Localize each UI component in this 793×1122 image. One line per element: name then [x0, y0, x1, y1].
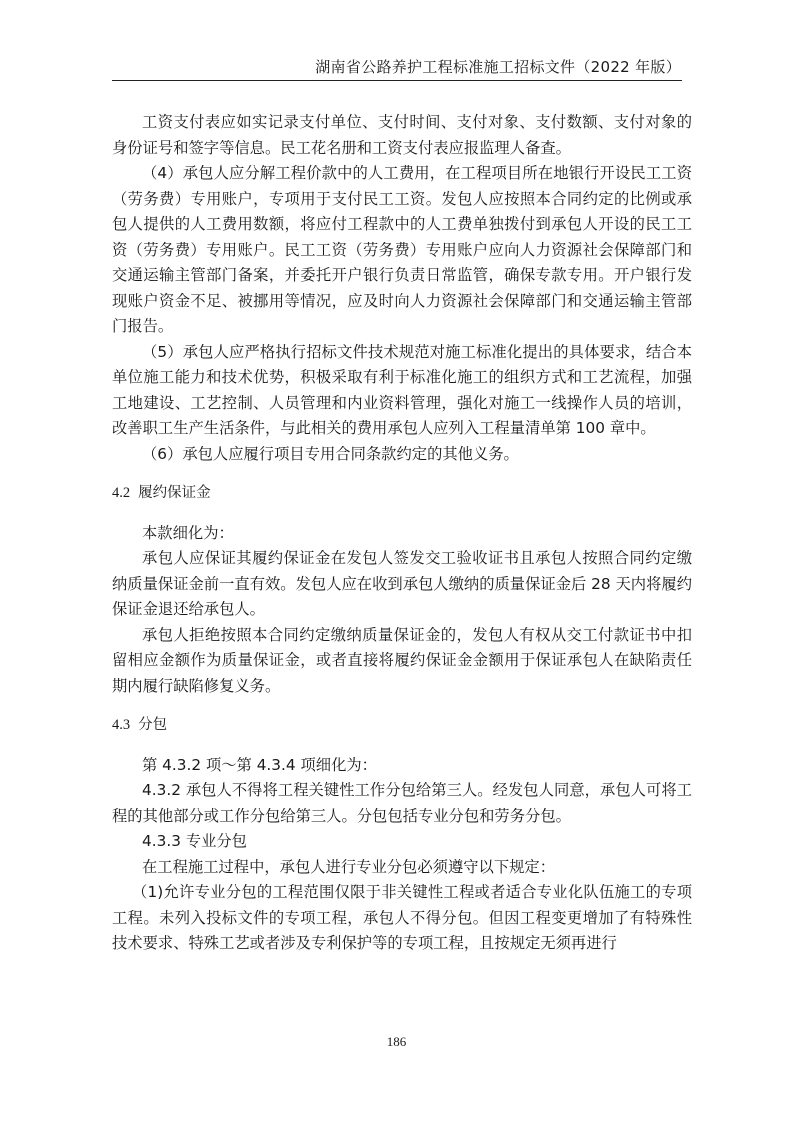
page-number: 186	[386, 1034, 407, 1049]
section-number: 4.2	[112, 485, 131, 501]
paragraph: 承包人拒绝按照本合同约定缴纳质量保证金的，发包人有权从交工付款证书中扣留相应金额作为质量保证金，或者直接将履约保证金金额用于保证承包人在缺陷责任期内履行缺陷修复义务。	[112, 625, 692, 695]
paragraph: （6）承包人应履行项目专用合同条款约定的其他义务。	[142, 444, 519, 463]
paragraph: 本款细化为：	[142, 523, 234, 542]
header-rule	[112, 80, 682, 81]
body-text	[112, 110, 692, 957]
paragraph: 第 4.3.2 项～第 4.3.4 项细化为：	[142, 755, 377, 774]
paragraph: 工资支付表应如实记录支付单位、支付时间、支付对象、支付数额、支付对象的身份证号和签字等信息。民工花名册和工资支付表应报监理人备查。	[112, 113, 692, 157]
section-heading-4-2	[112, 481, 692, 507]
paragraph: （5）承包人应严格执行招标文件技术规范对施工标准化提出的具体要求，结合本单位施工能力和技术优势，积极采取有利于标准化施工的组织方式和工艺流程，加强工地建设、工艺控制、人员管理和内业资料管理，强化对施工一线操作人员的培训，改善职工生产生活条件，与此相关的费用承包人应列入工程量清单第 100 章中。	[112, 342, 692, 437]
section-number: 4.3	[112, 717, 131, 733]
section-title: 履约保证金	[138, 485, 211, 501]
paragraph: 在工程施工过程中，承包人进行专业分包必须遵守以下规定：	[142, 857, 556, 876]
paragraph: 4.3.2 承包人不得将工程关键性工作分包给第三人。经发包人同意，承包人可将工程的其他部分或工作分包给第三人。分包包括专业分包和劳务分包。	[112, 781, 692, 825]
section-heading-4-3	[112, 713, 692, 739]
section-title: 分包	[138, 717, 168, 733]
paragraph: （4）承包人应分解工程价款中的人工费用，在工程项目所在地银行开设民工工资（劳务费）专用账户，专项用于支付民工工资。发包人应按照本合同约定的比例或承包人提供的人工费用数额，将应付工程款中的人工费单独拨付到承包人开设的民工工资（劳务费）专用账户。民工工资（劳务费）专用账户应向人力资源社会保障部门和交通运输主管部门备案，并委托开户银行负责日常监管，确保专款专用。开户银行发现账户资金不足、被挪用等情况，应及时向人力资源社会保障部门和交通运输主管部门报告。	[112, 164, 692, 335]
running-header: 湖南省公路养护工程标准施工招标文件（2022 年版）	[315, 58, 681, 76]
paragraph: 4.3.3 专业分包	[142, 832, 247, 850]
paragraph: 承包人应保证其履约保证金在发包人签发交工验收证书且承包人按照合同约定缴纳质量保证金前一直有效。发包人应在收到承包人缴纳的质量保证金后 28 天内将履约保证金退还给承包人。	[112, 549, 692, 618]
paragraph: （1)允许专业分包的工程范围仅限于非关键性工程或者适合专业化队伍施工的专项工程。未列入投标文件的专项工程，承包人不得分包。但因工程变更增加了有特殊性技术要求、特殊工艺或者涉及专利保护等的专项工程，且按规定无须再进行	[112, 883, 692, 952]
